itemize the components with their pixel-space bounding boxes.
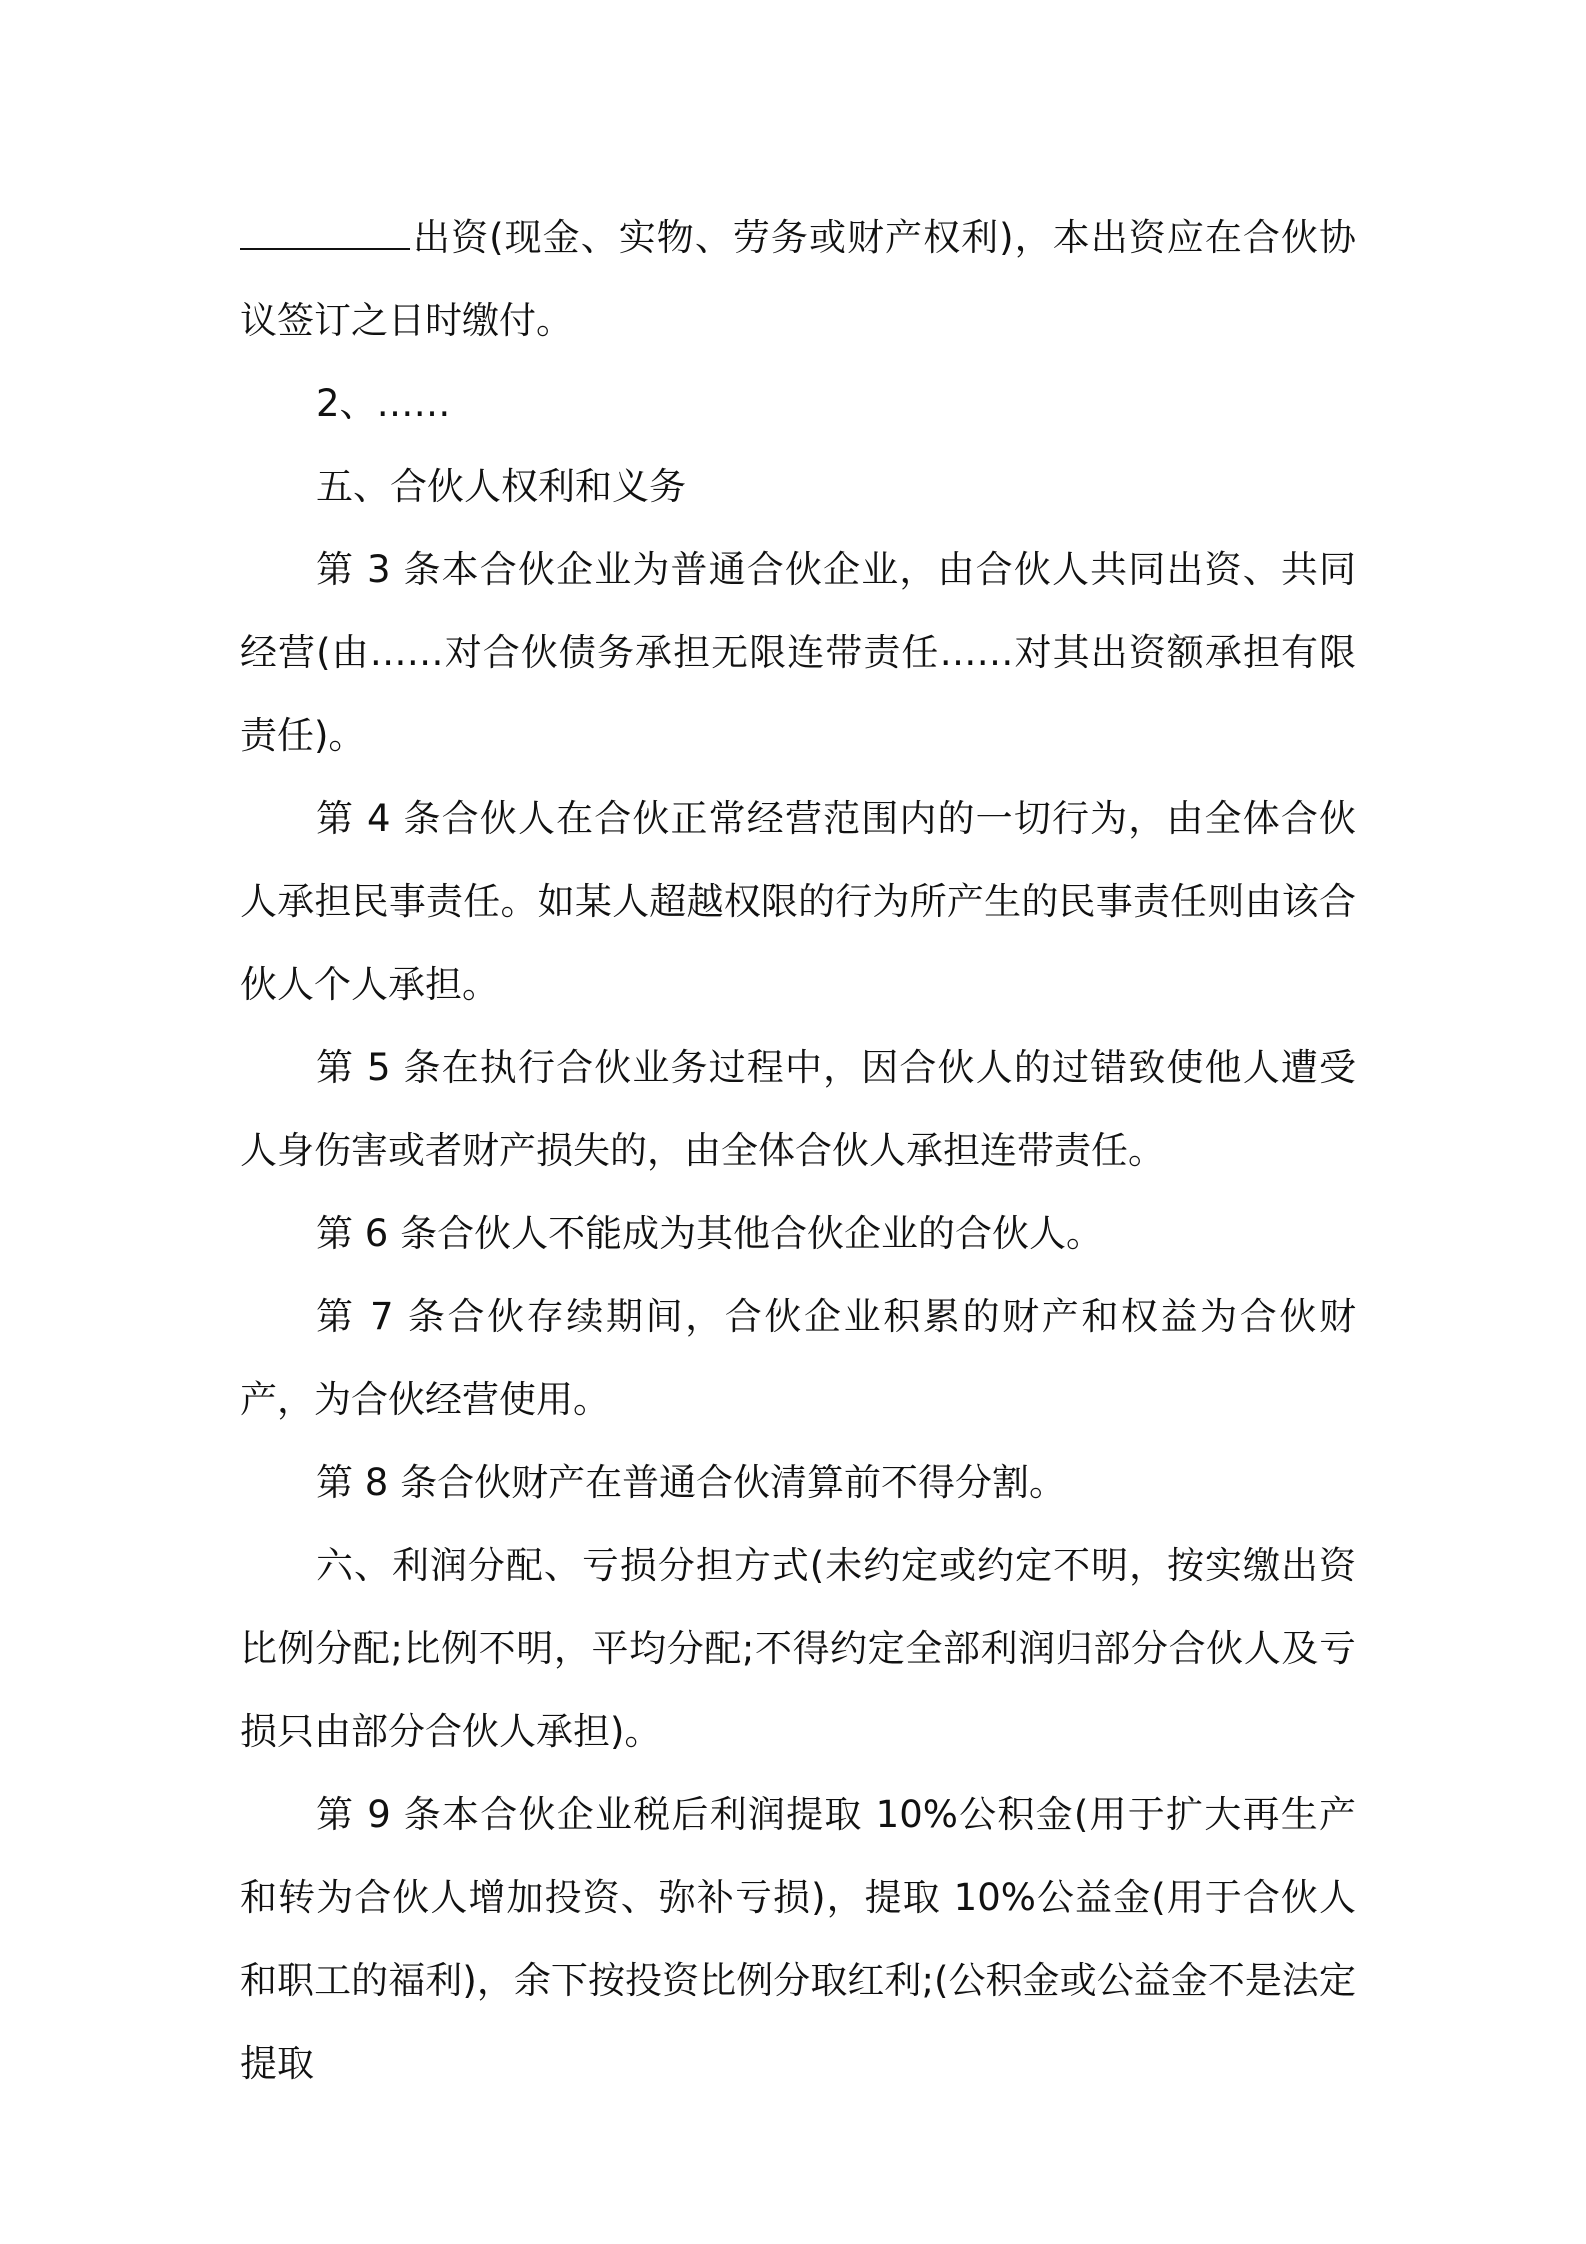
article-3	[240, 528, 1356, 777]
fill-in-blank	[240, 214, 410, 250]
article-9	[240, 1773, 1356, 2105]
document-body	[240, 196, 1356, 2105]
article-5	[240, 1026, 1356, 1192]
paragraph-text: 第 8 条合伙财产在普通合伙清算前不得分割。	[316, 1461, 1067, 1504]
paragraph-text: 第 4 条合伙人在合伙正常经营范围内的一切行为，由全体合伙人承担民事责任。如某人超越权限的行为所产生的民事责任则由该合伙人个人承担。	[240, 797, 1356, 1006]
paragraph-text: 2、……	[316, 382, 451, 425]
paragraph-text: 出资(现金、实物、劳务或财产权利)，本出资应在合伙协议签订之日时缴付。	[240, 216, 1356, 342]
paragraph-text: 第 9 条本合伙企业税后利润提取 10%公积金(用于扩大再生产和转为合伙人增加投资、弥补亏损)，提取 10%公益金(用于合伙人和职工的福利)，余下按投资比例分取红利;(公积金或公益金不是法定提取	[240, 1793, 1356, 2085]
article-6	[240, 1192, 1356, 1275]
heading-text: 五、合伙人权利和义务	[316, 465, 686, 508]
section-heading-partner-rights	[240, 445, 1356, 528]
paragraph-text: 第 7 条合伙存续期间，合伙企业积累的财产和权益为合伙财产，为合伙经营使用。	[240, 1295, 1356, 1421]
paragraph-item-2	[240, 362, 1356, 445]
paragraph-text: 第 6 条合伙人不能成为其他合伙企业的合伙人。	[316, 1212, 1104, 1255]
paragraph-text: 第 3 条本合伙企业为普通合伙企业，由合伙人共同出资、共同经营(由……对合伙债务承担无限连带责任……对其出资额承担有限责任)。	[240, 548, 1356, 757]
article-8	[240, 1441, 1356, 1524]
heading-text: 六、利润分配、亏损分担方式(未约定或约定不明，按实缴出资比例分配;比例不明，平均分配;不得约定全部利润归部分合伙人及亏损只由部分合伙人承担)。	[240, 1544, 1356, 1753]
paragraph-contribution	[240, 196, 1356, 362]
paragraph-text: 第 5 条在执行合伙业务过程中，因合伙人的过错致使他人遭受人身伤害或者财产损失的，由全体合伙人承担连带责任。	[240, 1046, 1356, 1172]
article-7	[240, 1275, 1356, 1441]
section-heading-profit-distribution	[240, 1524, 1356, 1773]
article-4	[240, 777, 1356, 1026]
